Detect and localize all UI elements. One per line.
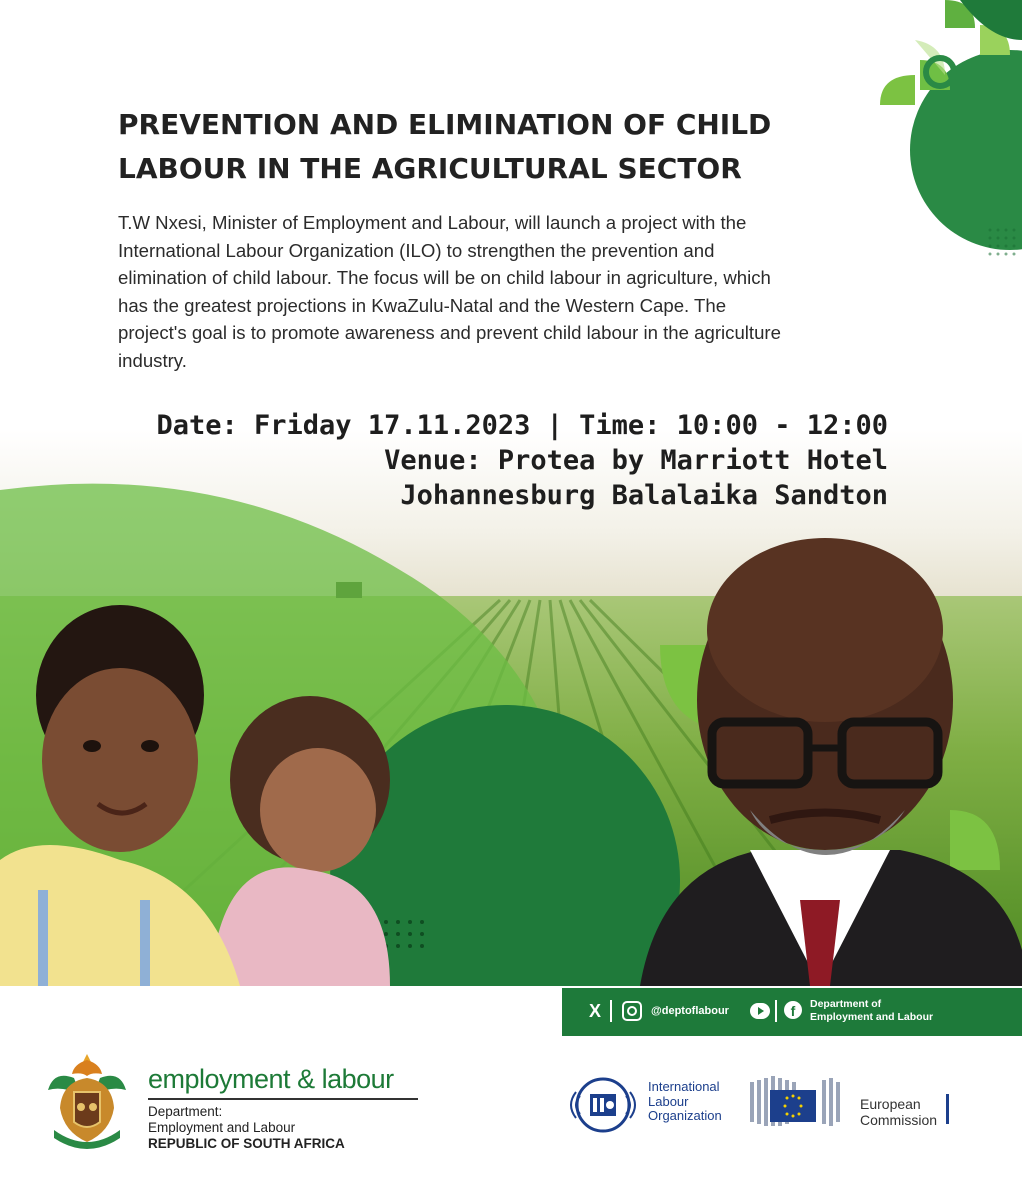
divider: [775, 1000, 777, 1022]
description-line: elimination of child labour. The focus will be on child labour in agriculture, which: [118, 267, 771, 288]
page-title: [118, 103, 878, 191]
youtube-icon[interactable]: [750, 1003, 770, 1019]
event-venue-line-1: Venue: Protea by Marriott Hotel: [384, 445, 888, 476]
divider: [148, 1098, 418, 1100]
description-line: has the greatest projections in KwaZulu-Natal and the Western Cape. The: [118, 294, 727, 316]
social-dept-line-2: Employment and Labour: [810, 1011, 934, 1023]
event-datetime: Date: Friday 17.11.2023 | Time: 10:00 - 12:00: [156, 410, 888, 441]
description-line: International Labour Organization (ILO) to strengthen the prevention and: [118, 239, 715, 261]
department-name: [148, 1104, 345, 1152]
description-line: project's goal is to promote awareness and prevent child labour in the agriculture: [118, 322, 781, 343]
farm-field-scene: [0, 430, 1022, 986]
department-line-1: Department:: [148, 1104, 223, 1119]
event-details: [157, 408, 889, 513]
divider: [946, 1094, 949, 1124]
project-description: [118, 209, 898, 374]
ilo-line-3: Organization: [648, 1108, 722, 1123]
divider: [610, 1000, 612, 1022]
title-line-1: PREVENTION AND ELIMINATION OF CHILD: [118, 108, 772, 141]
european-commission-name: [860, 1096, 937, 1128]
title-line-2: LABOUR IN THE AGRICULTURAL SECTOR: [118, 152, 742, 185]
social-dept-line-1: Department of: [810, 998, 882, 1010]
coat-of-arms-logo: [44, 1050, 130, 1154]
facebook-icon[interactable]: f: [784, 1001, 802, 1019]
social-handle[interactable]: @deptoflabour: [651, 1005, 729, 1017]
x-icon[interactable]: X: [589, 1001, 602, 1021]
social-media-bar: [562, 988, 1022, 1036]
department-logo-title: employment & labour: [148, 1064, 394, 1094]
ilo-emblem-logo: [568, 1076, 638, 1134]
ilo-line-1: International: [648, 1079, 720, 1094]
instagram-icon[interactable]: [622, 1001, 642, 1021]
department-line-3: REPUBLIC OF SOUTH AFRICA: [148, 1136, 345, 1151]
social-department-name[interactable]: [810, 998, 933, 1024]
ec-line-1: European: [860, 1096, 921, 1112]
event-venue-line-2: Johannesburg Balalaika Sandton: [400, 480, 888, 511]
ec-line-2: Commission: [860, 1112, 938, 1128]
ilo-name: [648, 1080, 722, 1124]
department-line-2: Employment and Labour: [148, 1120, 296, 1135]
european-commission-logo: [750, 1076, 846, 1128]
ilo-line-2: Labour: [648, 1093, 689, 1109]
description-line: industry.: [118, 349, 187, 371]
description-line: T.W Nxesi, Minister of Employment and Labour, will launch a project with the: [118, 212, 747, 233]
